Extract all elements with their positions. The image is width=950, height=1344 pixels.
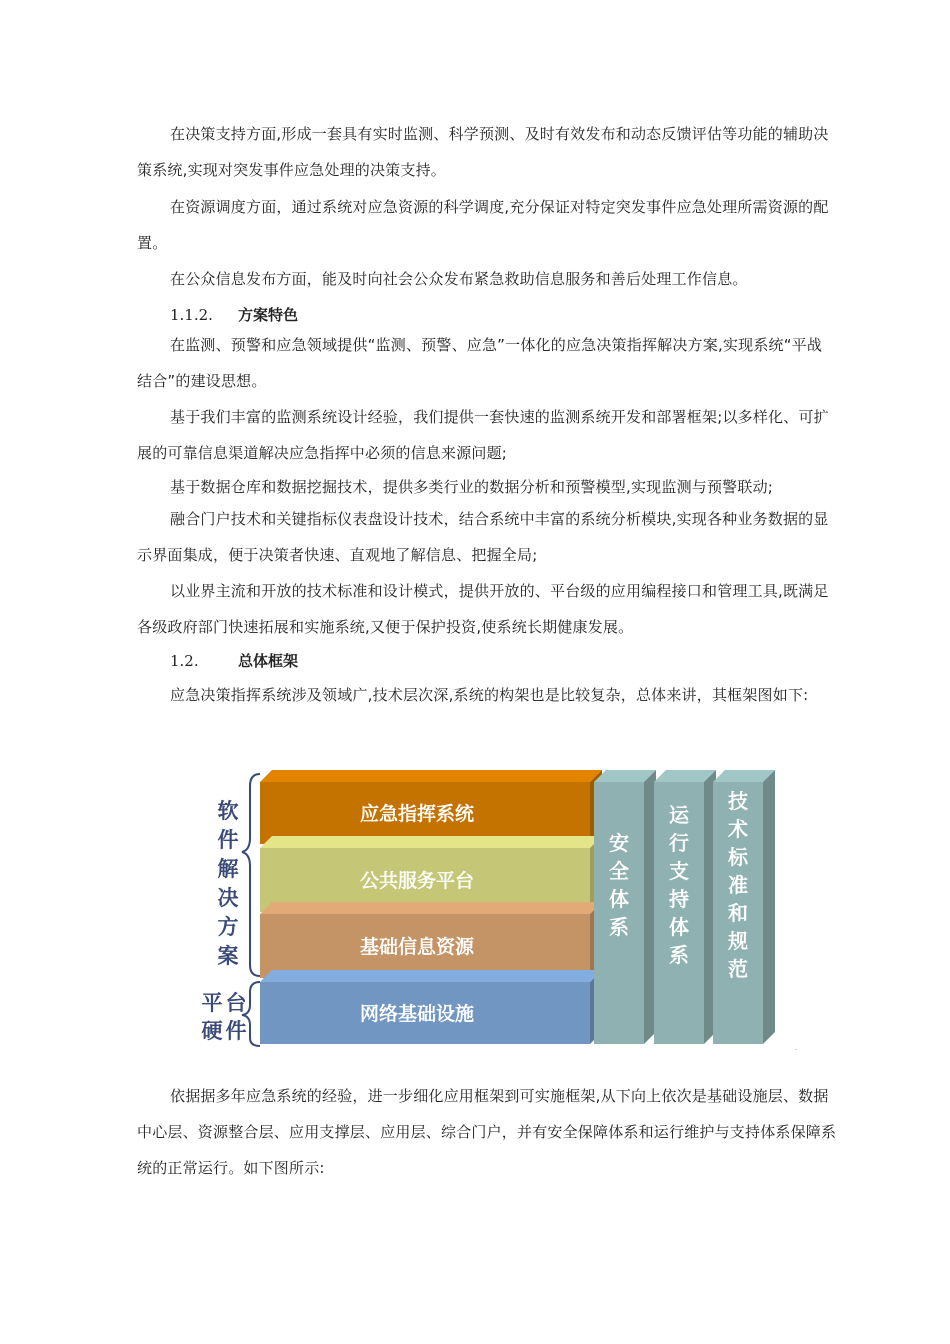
layer-top-face	[260, 836, 602, 848]
layer-label: 基础信息资源	[359, 936, 475, 958]
paragraph-framework-intro: 应急决策指挥系统涉及领域广,技术层次深,系统的构架也是比较复杂，总体来讲，其框架图如下:	[170, 686, 809, 704]
section-heading-12	[170, 643, 298, 679]
layer-3	[260, 902, 602, 978]
paragraph-decision-support: 在决策支持方面,形成一套具有实时监测、科学预测、及时有效发布和动态反馈评估等功能的辅助决策系统,实现对突发事件应急处理的决策支持。	[137, 125, 829, 179]
software-bracket	[242, 774, 260, 976]
pillar-2	[654, 770, 716, 1044]
paragraph-framework-detail: 依据据多年应急系统的经验，进一步细化应用框架到可实施框架,从下向上依次是基础设施层、数据中心层、资源整合层、应用支撑层、应用层、综合门户，并有安全保障体系和运行维护与支持体系保障系统的正常运行。如下图所示:	[137, 1087, 837, 1177]
hardware-label	[202, 991, 247, 1043]
paragraph-feature-1: 在监测、预警和应急领域提供“监测、预警、应急”一体化的应急决策指挥解决方案,实现系统“平战结合”的建设思想。	[137, 336, 823, 390]
paragraph-feature-2: 基于我们丰富的监测系统设计经验，我们提供一套快速的监测系统开发和部署框架;以多样化、可扩展的可靠信息渠道解决应急指挥中必须的信息来源问题;	[137, 408, 829, 462]
paragraph-feature-3: 基于数据仓库和数据挖掘技术，提供多类行业的数据分析和预警模型,实现监测与预警联动;	[170, 478, 774, 496]
layer-label: 公共服务平台	[359, 870, 475, 892]
section-title: 方案特色	[238, 306, 299, 324]
framework-diagram	[190, 760, 800, 1055]
pillar-label: 运行支持体系	[669, 803, 689, 967]
paragraph-resource-dispatch: 在资源调度方面，通过系统对应急资源的科学调度,充分保证对特定突发事件应急处理所需资源的配置。	[137, 198, 829, 252]
section-title: 总体框架	[238, 652, 299, 670]
layer-4	[260, 970, 602, 1044]
layer-stack	[260, 770, 602, 1044]
pillar-side-face	[763, 770, 775, 1044]
layer-1	[260, 770, 602, 844]
pillar-label: 技术标准和规范	[728, 789, 748, 981]
hardware-label-text: 平硬台件	[201, 991, 247, 1043]
software-label	[218, 799, 240, 968]
layer-label: 应急指挥系统	[359, 803, 475, 825]
section-number: 1.2.	[170, 652, 199, 670]
pillar-front-face	[594, 782, 644, 1044]
layer-2	[260, 836, 602, 912]
layer-top-face	[260, 770, 602, 782]
layer-label: 网络基础设施	[359, 1003, 475, 1025]
section-number: 1.1.2.	[170, 306, 213, 324]
layer-top-face	[260, 902, 602, 914]
paragraph-public-info: 在公众信息发布方面，能及时向社会公众发布紧急救助信息服务和善后处理工作信息。	[170, 270, 748, 288]
pillar-1	[594, 770, 656, 1044]
pillar-group	[594, 770, 775, 1044]
pillar-3	[713, 770, 775, 1044]
pillar-label: 安全体系	[609, 831, 629, 939]
paragraph-feature-5: 以业界主流和开放的技术标准和设计模式，提供开放的、平台级的应用编程接口和管理工具,既满足各级政府部门快速拓展和实施系统,又便于保护投资,使系统长期健康发展。	[137, 582, 829, 636]
layer-top-face	[260, 970, 602, 982]
figure-dot: .	[795, 1043, 798, 1052]
framework-diagram-svg	[190, 760, 800, 1055]
software-label-text: 软件解决方案	[217, 799, 239, 968]
paragraph-feature-4: 融合门户技术和关键指标仪表盘设计技术，结合系统中丰富的系统分析模块,实现各种业务数据的显示界面集成，便于决策者快速、直观地了解信息、把握全局;	[137, 510, 829, 564]
